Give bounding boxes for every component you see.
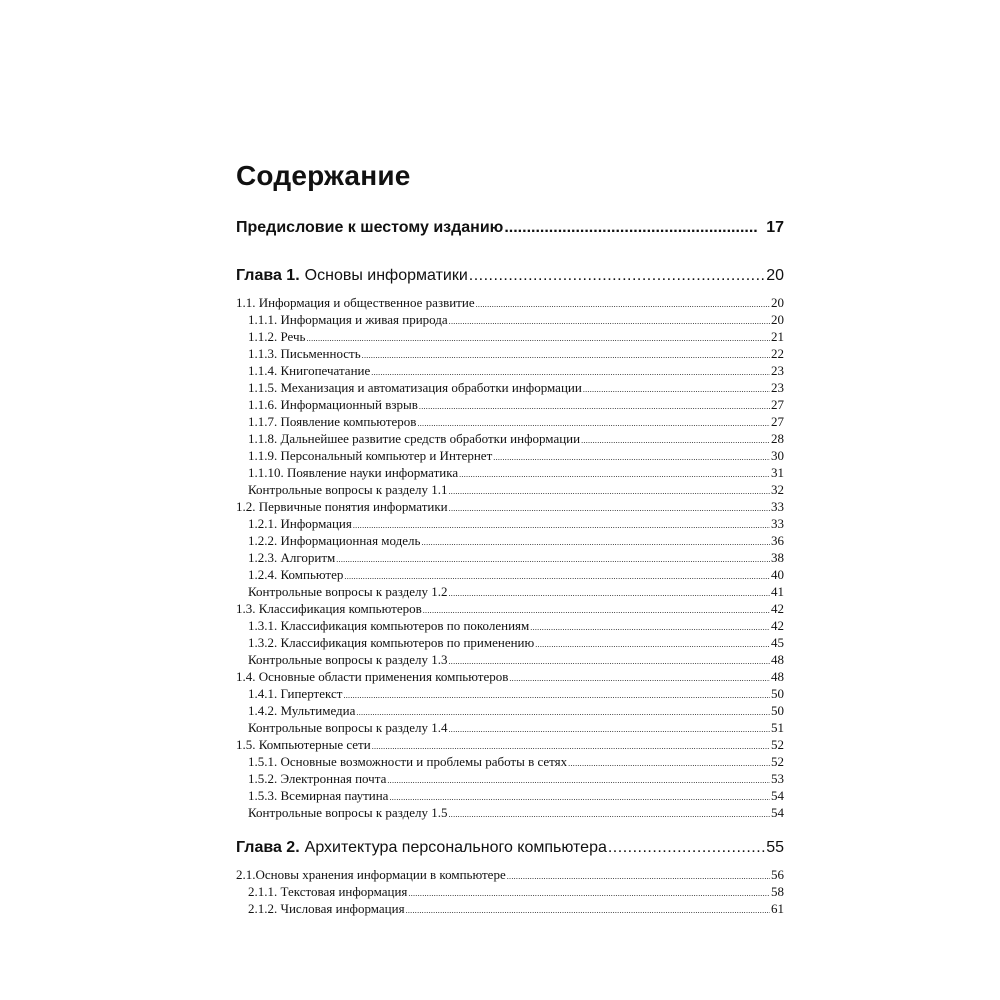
toc-entry[interactable] — [248, 634, 784, 651]
toc-entry-page: 50 — [771, 703, 784, 718]
toc-entry-label: 2.1.2. Числовая информация — [248, 901, 405, 916]
toc-entry-page: 21 — [771, 329, 784, 344]
toc-entry-page: 22 — [771, 346, 784, 361]
toc-entry-label: 1.1.9. Персональный компьютер и Интернет — [248, 448, 493, 463]
toc-entry-label: 2.1.1. Текстовая информация — [248, 884, 408, 899]
toc-entry-page: 30 — [771, 448, 784, 463]
toc-entry[interactable] — [248, 362, 784, 379]
toc-entry-page: 45 — [771, 635, 784, 650]
toc-entry-page: 53 — [771, 771, 784, 786]
toc-entry[interactable] — [248, 804, 784, 821]
toc-entry-label: Контрольные вопросы к разделу 1.5 — [248, 805, 448, 820]
toc-entry-label: 1.1.10. Появление науки информатика — [248, 465, 459, 480]
toc-entry[interactable] — [248, 685, 784, 702]
toc-entry-page: 52 — [771, 754, 784, 769]
toc-entry[interactable] — [236, 294, 784, 311]
toc-entry-label: 1.3.1. Классификация компьютеров по поколениям — [248, 618, 530, 633]
toc-entry[interactable] — [248, 583, 784, 600]
dot-leader — [406, 902, 770, 919]
toc-entry[interactable] — [236, 866, 784, 883]
toc-chapter-label — [236, 266, 468, 286]
toc-entry-page: 51 — [771, 720, 784, 735]
toc-entry[interactable] — [248, 430, 784, 447]
toc-entry[interactable] — [248, 900, 784, 917]
toc-entry-label: Контрольные вопросы к разделу 1.2 — [248, 584, 448, 599]
page-title: Содержание — [236, 160, 411, 191]
toc-entry[interactable] — [248, 447, 784, 464]
toc-entry[interactable] — [248, 719, 784, 736]
chapter-title: Основы информатики — [304, 267, 468, 284]
toc-entry-page: 48 — [771, 669, 784, 684]
toc-entry-label: 2.1.Основы хранения информации в компьютере — [236, 867, 506, 882]
toc-entry-page: 61 — [771, 901, 784, 916]
dot-leader — [448, 806, 770, 823]
toc-entry[interactable] — [248, 481, 784, 498]
toc-entry[interactable] — [248, 532, 784, 549]
toc-entry-label: 1.1.7. Появление компьютеров — [248, 414, 417, 429]
toc-entry[interactable] — [248, 396, 784, 413]
toc-entry-label: 1.2.2. Информационная модель — [248, 533, 421, 548]
chapter-number: Глава 2. — [236, 839, 300, 856]
dot-leader — [469, 266, 765, 286]
toc-entry-label: 1.4. Основные области применения компьютеров — [236, 669, 509, 684]
toc-entry-page: 28 — [771, 431, 784, 446]
chapter-page: 20 — [766, 267, 784, 284]
chapter-number: Глава 1. — [236, 267, 300, 284]
toc-entry-page: 20 — [771, 312, 784, 327]
chapter-page: 55 — [766, 839, 784, 856]
toc-entry-page: 31 — [771, 465, 784, 480]
toc-entry[interactable] — [248, 413, 784, 430]
toc-entry-label: 1.1.1. Информация и живая природа — [248, 312, 448, 327]
toc-entry-page: 54 — [771, 805, 784, 820]
toc-chapter-2-row[interactable] — [236, 838, 784, 858]
toc-entry-page: 32 — [771, 482, 784, 497]
toc-entry[interactable] — [248, 770, 784, 787]
toc-entry-page: 41 — [771, 584, 784, 599]
toc-entry-page: 54 — [771, 788, 784, 803]
toc-entry-label: 1.5.1. Основные возможности и проблемы работы в сетях — [248, 754, 568, 769]
toc-entry-page: 36 — [771, 533, 784, 548]
toc-entry[interactable] — [248, 515, 784, 532]
toc-entry-page: 48 — [771, 652, 784, 667]
toc-entry[interactable] — [236, 736, 784, 753]
toc-entry[interactable] — [248, 379, 784, 396]
toc-entry-label: Контрольные вопросы к разделу 1.4 — [248, 720, 448, 735]
toc-entry-label: Контрольные вопросы к разделу 1.1 — [248, 482, 448, 497]
toc-entry-page: 56 — [771, 867, 784, 882]
toc-entry-label: 1.2. Первичные понятия информатики — [236, 499, 448, 514]
toc-entry[interactable] — [248, 549, 784, 566]
toc-entry[interactable] — [248, 753, 784, 770]
toc-preface-page: 17 — [766, 219, 784, 236]
toc-entry-label: 1.5.3. Всемирная паутина — [248, 788, 389, 803]
toc-entry-page: 40 — [771, 567, 784, 582]
toc-entry[interactable] — [248, 787, 784, 804]
toc-entry[interactable] — [236, 600, 784, 617]
toc-entry-label: 1.1.2. Речь — [248, 329, 306, 344]
toc-entry-label: 1.3.2. Классификация компьютеров по применению — [248, 635, 535, 650]
toc-entry-label: 1.5. Компьютерные сети — [236, 737, 371, 752]
toc-entry-label: 1.2.4. Компьютер — [248, 567, 344, 582]
toc-entry-page: 27 — [771, 414, 784, 429]
toc-entry[interactable] — [248, 311, 784, 328]
toc-entry-label: 1.1. Информация и общественное развитие — [236, 295, 475, 310]
toc-entry-page: 23 — [771, 380, 784, 395]
toc-entry-page: 42 — [771, 618, 784, 633]
toc-entry[interactable] — [236, 668, 784, 685]
toc-entry[interactable] — [248, 883, 784, 900]
toc-entry[interactable] — [248, 702, 784, 719]
toc-entry[interactable] — [236, 498, 784, 515]
toc-entry-page: 52 — [771, 737, 784, 752]
toc-entry-label: 1.1.3. Письменность — [248, 346, 361, 361]
toc-entry-label: 1.5.2. Электронная почта — [248, 771, 387, 786]
toc-entry-label: 1.1.4. Книгопечатание — [248, 363, 371, 378]
toc-entry-page: 33 — [771, 499, 784, 514]
toc-preface-row[interactable] — [236, 218, 784, 238]
toc-entry[interactable] — [248, 345, 784, 362]
toc-preface-label: Предисловие к шестому изданию — [236, 219, 504, 236]
toc-entry[interactable] — [248, 328, 784, 345]
dot-leader — [504, 218, 757, 238]
toc-entry-page: 58 — [771, 884, 784, 899]
toc-entry-label: 1.1.8. Дальнейшее развитие средств обработки информации — [248, 431, 581, 446]
toc-entry[interactable] — [248, 651, 784, 668]
toc-chapter-label — [236, 838, 607, 858]
toc-entry[interactable] — [248, 566, 784, 583]
toc-entry-page: 20 — [771, 295, 784, 310]
toc-entry-label: 1.2.3. Алгоритм — [248, 550, 336, 565]
toc-entry-page: 23 — [771, 363, 784, 378]
toc-entry-label: 1.2.1. Информация — [248, 516, 352, 531]
toc-entry-label: 1.1.6. Информационный взрыв — [248, 397, 418, 412]
toc-entry-page: 38 — [771, 550, 784, 565]
toc-entry-label: Контрольные вопросы к разделу 1.3 — [248, 652, 448, 667]
toc-entry-label: 1.4.1. Гипертекст — [248, 686, 343, 701]
toc-entry-page: 50 — [771, 686, 784, 701]
toc-entry[interactable] — [248, 617, 784, 634]
toc-entry-label: 1.3. Классификация компьютеров — [236, 601, 422, 616]
chapter-title: Архитектура персонального компьютера — [304, 839, 607, 856]
toc-entry-label: 1.4.2. Мультимедиа — [248, 703, 356, 718]
toc-entry-label: 1.1.5. Механизация и автоматизация обработки информации — [248, 380, 582, 395]
toc-entry-page: 33 — [771, 516, 784, 531]
toc-entry-page: 42 — [771, 601, 784, 616]
toc-chapter-1-row[interactable] — [236, 266, 784, 286]
toc-entry-page: 27 — [771, 397, 784, 412]
dot-leader — [608, 838, 765, 858]
toc-entry[interactable] — [248, 464, 784, 481]
